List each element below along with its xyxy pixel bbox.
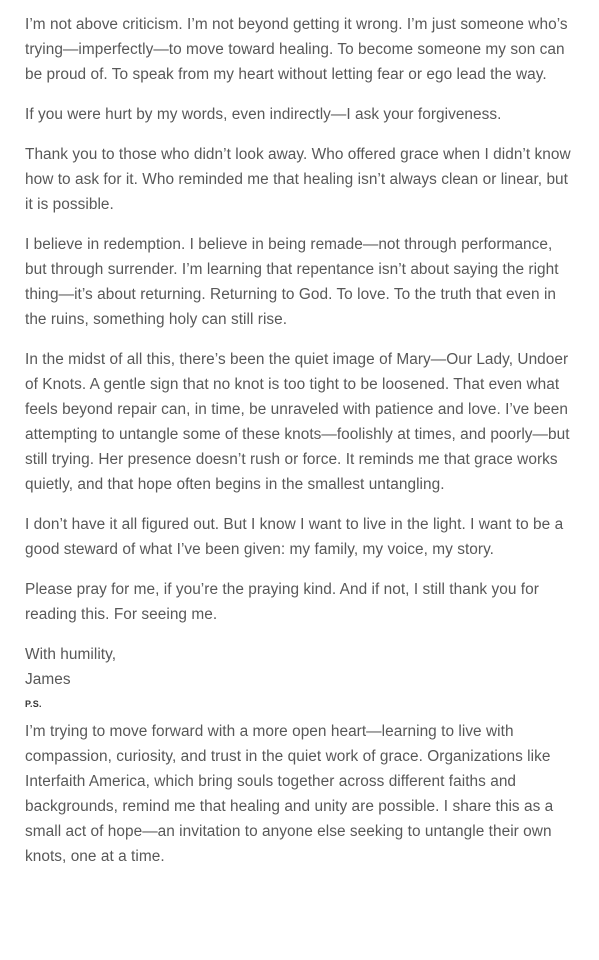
signoff-closing: With humility, [25,646,117,663]
paragraph-forgiveness: If you were hurt by my words, even indirectly—I ask your forgiveness. [25,106,502,123]
signoff [25,642,577,692]
paragraph-postscript: I’m trying to move forward with a more open heart—learning to live with compassion, curiosity, and trust in the quiet work of grace. Organizations like Interfaith America, which bring souls together across different faiths and backgrounds, remind me that healing and unity are possible. I share this as a small act of hope—an invitation to anyone else seeking to untangle their own knots, one at a time. [25,723,554,865]
paragraph-prayer-request: Please pray for me, if you’re the praying kind. And if not, I still thank you for reading this. For seeing me. [25,581,539,623]
paragraph-thanks: Thank you to those who didn’t look away. Who offered grace when I didn’t know how to ask for it. Who reminded me that healing isn’t always clean or linear, but it is possible. [25,146,571,213]
paragraph-redemption: I believe in redemption. I believe in being remade—not through performance, but through surrender. I’m learning that repentance isn’t about saying the right thing—it’s about returning. Returning to God. To love. To the truth that even in the ruins, something holy can still rise. [25,236,559,328]
paragraph-living-in-light: I don’t have it all figured out. But I know I want to live in the light. I want to be a good steward of what I’ve been given: my family, my voice, my story. [25,516,564,558]
ps-label: P.S. [25,699,42,709]
paragraph-undoer-of-knots: In the midst of all this, there’s been the quiet image of Mary—Our Lady, Undoer of Knots. A gentle sign that no knot is too tight to be loosened. That even what feels beyond repair can, in time, be unraveled with patience and love. I’ve been attempting to untangle some of these knots—foolishly at times, and poorly—but still trying. Her presence doesn’t rush or force. It reminds me that grace works quietly, and that hope often begins in the smallest untangling. [25,351,570,493]
signoff-name: James [25,671,71,688]
letter-body [25,12,577,884]
paragraph-criticism: I’m not above criticism. I’m not beyond getting it wrong. I’m just someone who’s trying—imperfectly—to move toward healing. To become someone my son can be proud of. To speak from my heart without letting fear or ego lead the way. [25,16,568,83]
